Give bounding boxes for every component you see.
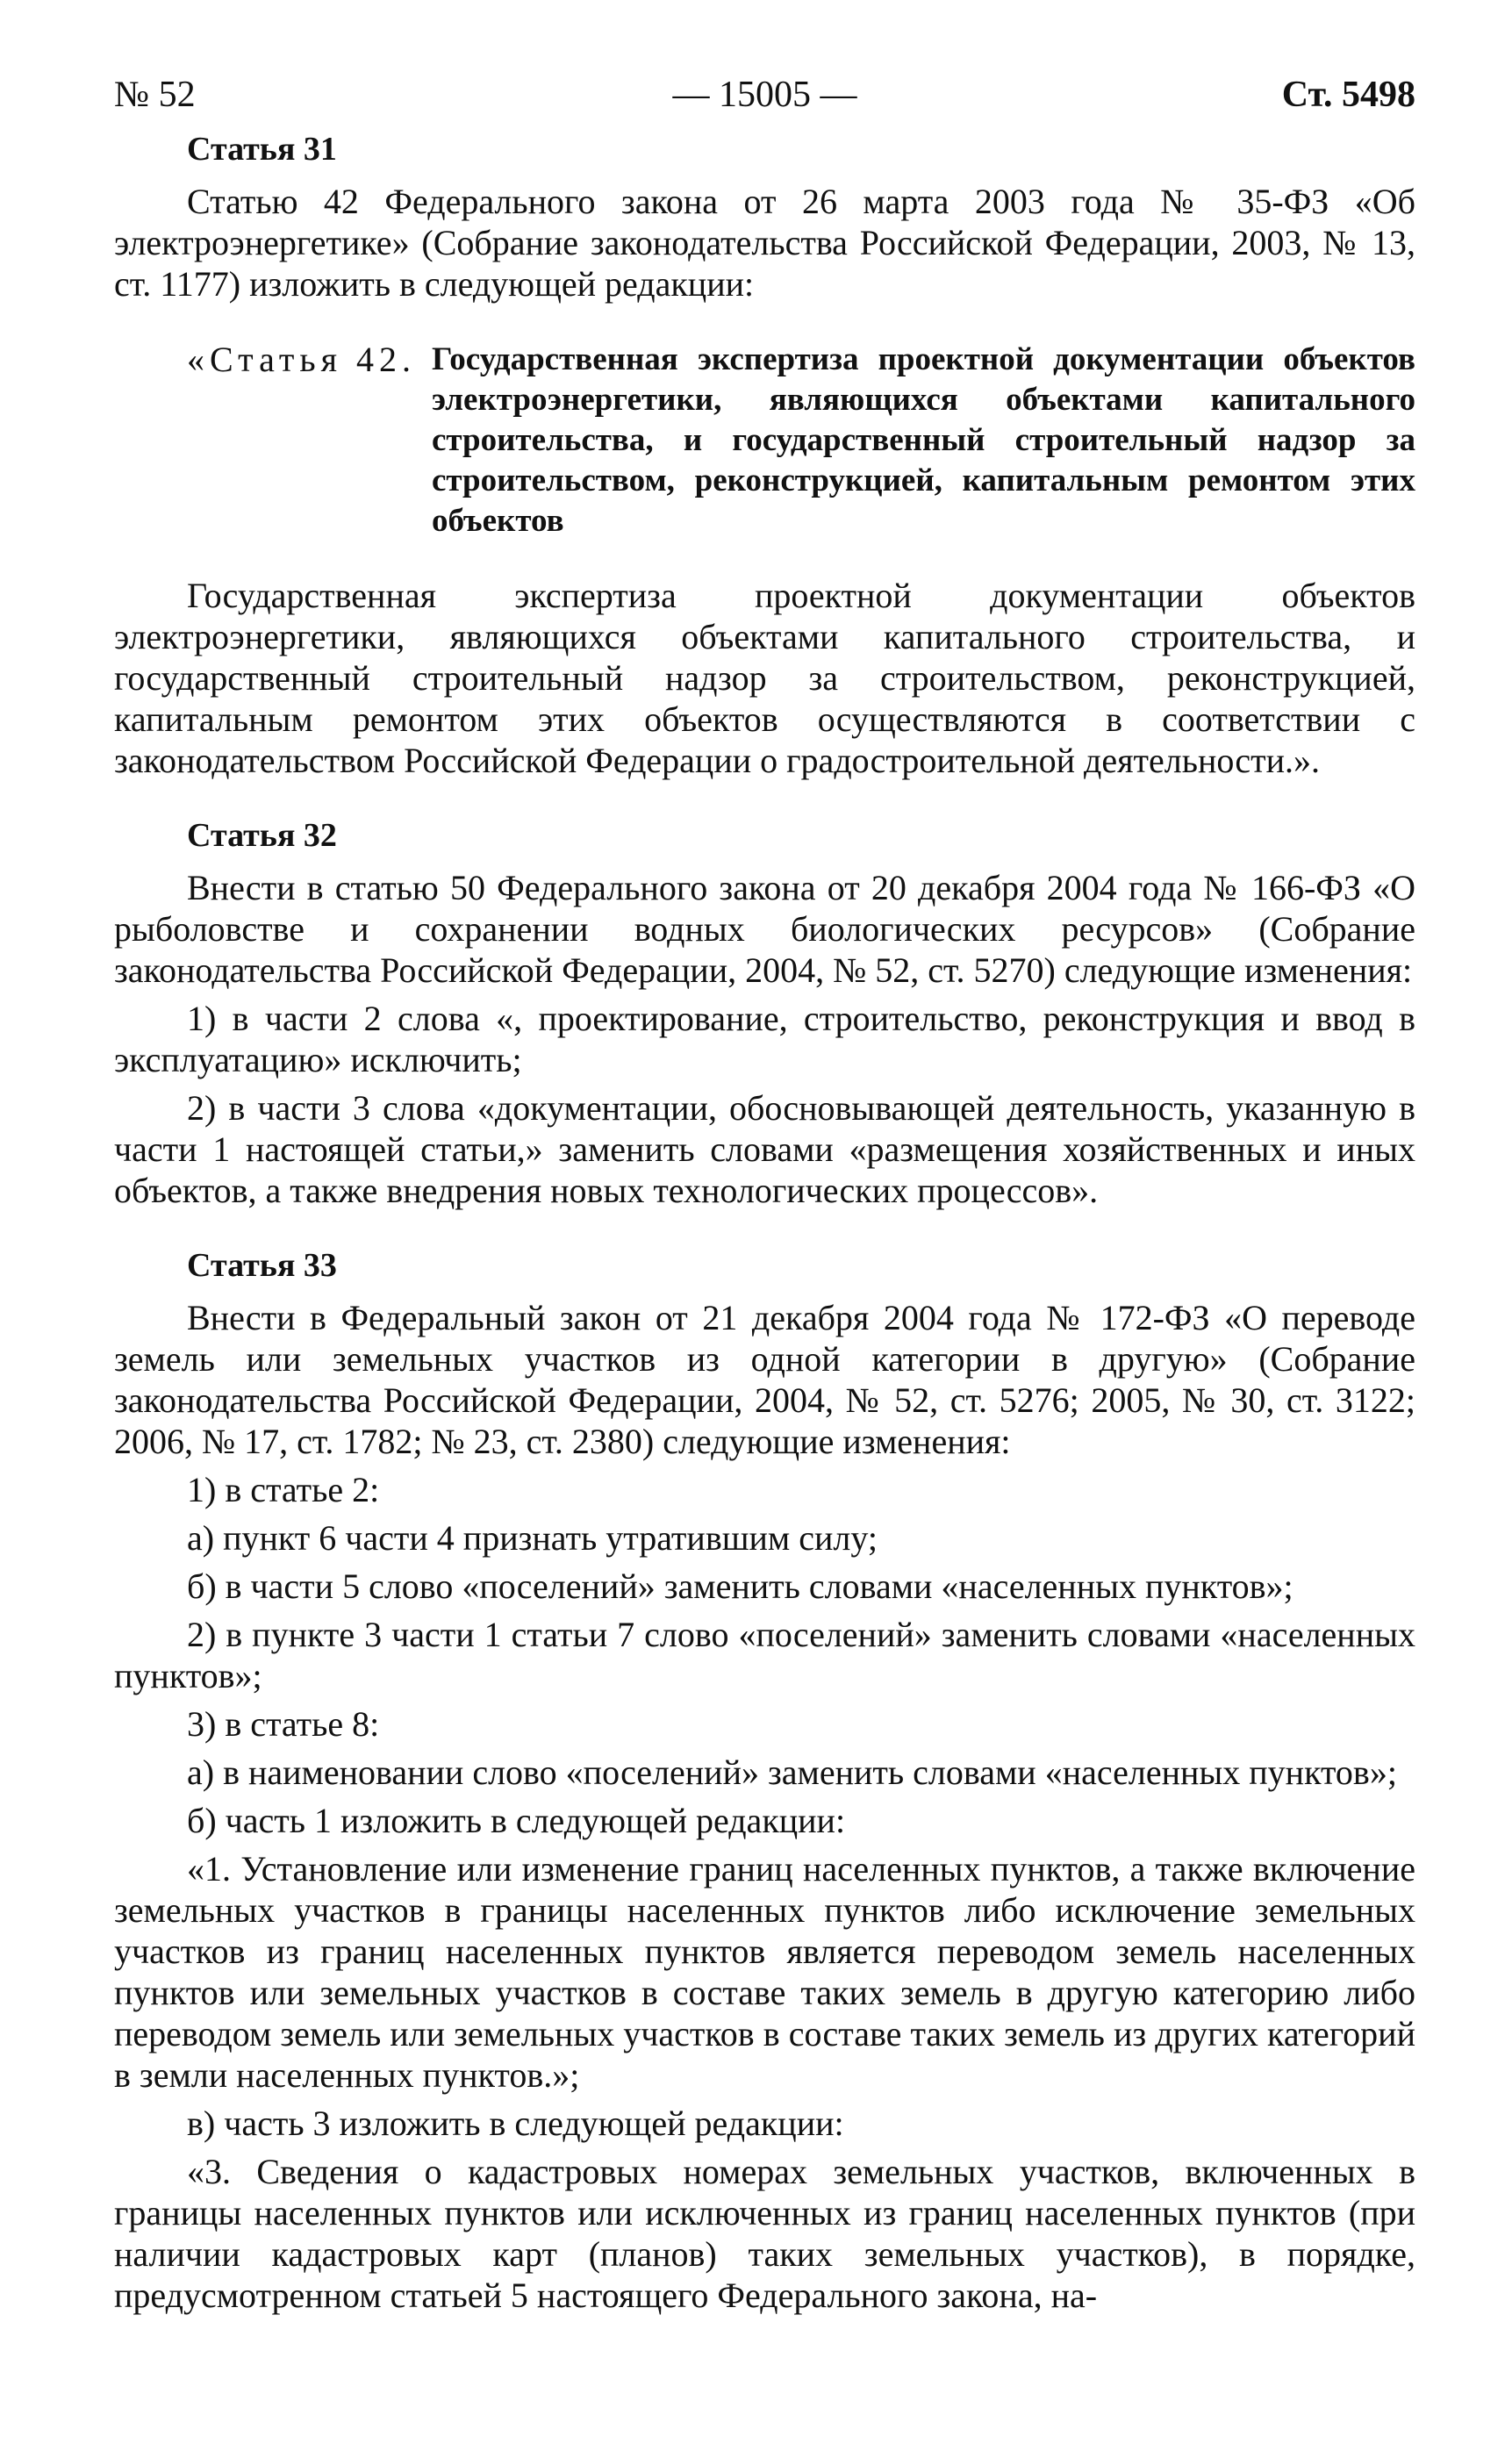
page-header [114,68,1415,121]
article-33-intro: Внести в Федеральный закон от 21 декабря 2004 года № 172-ФЗ «О переводе земель или земельных участков из одной категории в другую» (Собрание законодательства Российской Федерации, 2004, № 52, ст. 5276; 2005, № 30, ст. 3122; 2006, № 17, ст. 1782; № 23, ст. 2380) следующие изменения: [114,1298,1415,1461]
quoted-article-heading-text: Государственная экспертиза проектной документации объектов электроэнергетики, являющихся объектами капитального строительства, и государственный строительный надзор за строительством, реконструкцией, капитальным ремонтом этих объектов [431,341,1415,539]
article-33-item: а) в наименовании слово «поселений» заменить словами «населенных пунктов»; [187,1752,1397,1792]
article-32-item: 1) в части 2 слова «, проектирование, строительство, реконструкция и ввод в эксплуатацию» исключить; [114,999,1415,1079]
article-33-item: 3) в статье 8: [187,1704,380,1744]
article-33-item: 2) в пункте 3 части 1 статьи 7 слово «поселений» заменить словами «населенных пунктов»; [114,1615,1415,1695]
article-33-item: «1. Установление или изменение границ населенных пунктов, а также включение земельных участков в границы населенных пунктов либо исключение земельных участков из границ населенных пунктов является переводом земель населенных пунктов или земельных участков в составе таких земель в другую категорию либо переводом земель или земельных участков в составе таких земель из других категорий в земли населенных пунктов.»; [114,1849,1415,2095]
article-32-title: Статья 32 [187,817,337,854]
article-33-item: б) в части 5 слово «поселений» заменить словами «населенных пунктов»; [187,1566,1293,1606]
quoted-article-42-heading [114,340,1415,541]
page-number: — 15005 — [672,75,857,115]
article-31-body: Государственная экспертиза проектной документации объектов электроэнергетики, являющихся объектами капитального строительства, и государственный строительный надзор за строительством, реконструкцией, капитальным ремонтом этих объектов осуществляются в соответствии с законодательством Российской Федерации о градостроительной деятельности.». [114,576,1415,780]
article-32-item: 2) в части 3 слова «документации, обосновывающей деятельность, указанную в части 1 настоящей статьи,» заменить словами «размещения хозяйственных и иных объектов, а также внедрения новых технологических процессов». [114,1088,1415,1210]
article-33-item: 1) в статье 2: [187,1470,380,1509]
article-33-item: б) часть 1 изложить в следующей редакции: [187,1801,846,1840]
article-33 [114,1244,1415,2316]
article-33-item: в) часть 3 изложить в следующей редакции: [187,2104,844,2143]
quoted-article-label: «Статья 42. [187,340,416,379]
document-page [114,68,1415,2316]
article-31-intro: Статью 42 Федерального закона от 26 марта 2003 года № 35-ФЗ «Об электроэнергетике» (Собрание законодательства Российской Федерации, 2003, № 13, ст. 1177) изложить в следующей редакции: [114,182,1415,304]
article-33-item: а) пункт 6 части 4 признать утратившим силу; [187,1518,878,1558]
article-33-item: «3. Сведения о кадастровых номерах земельных участков, включенных в границы населенных пунктов или исключенных из границ населенных пунктов (при наличии кадастровых карт (планов) таких земельных участков), в порядке, предусмотренном статьей 5 настоящего Федерального закона, на- [114,2152,1415,2315]
article-31 [114,128,1415,781]
article-32 [114,814,1415,1211]
article-33-title: Статья 33 [187,1247,337,1284]
article-reference: Ст. 5498 [1281,75,1415,115]
issue-number: № 52 [114,75,196,115]
article-32-intro: Внести в статью 50 Федерального закона от 20 декабря 2004 года № 166-ФЗ «О рыболовстве и сохранении водных биологических ресурсов» (Собрание законодательства Российской Федерации, 2004, № 52, ст. 5270) следующие изменения: [114,868,1415,990]
article-31-title: Статья 31 [187,131,337,168]
